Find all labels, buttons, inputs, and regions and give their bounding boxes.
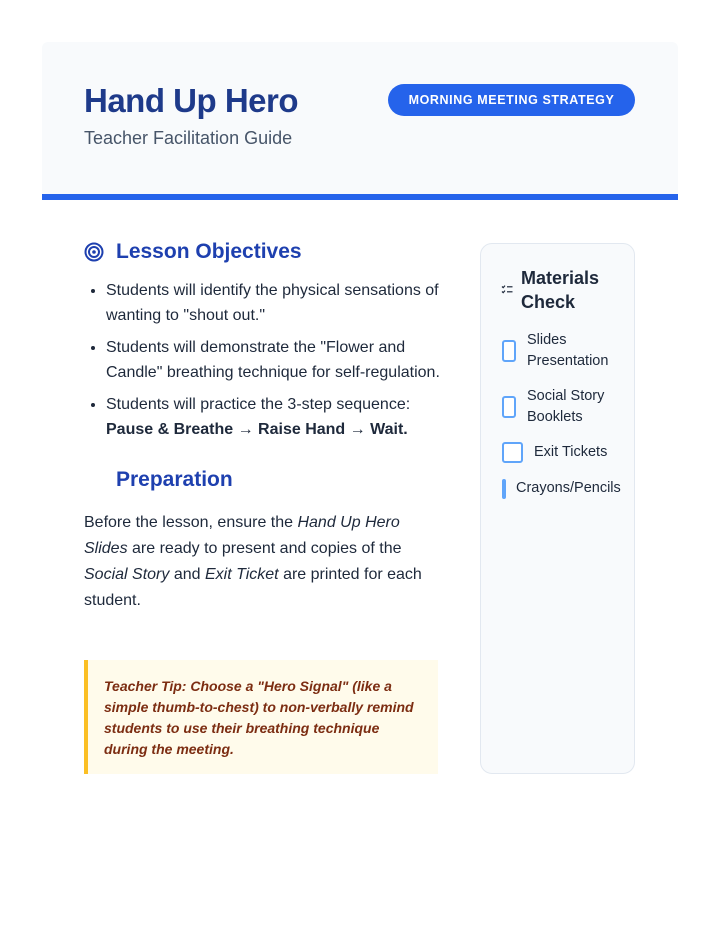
material-item[interactable]: [502, 478, 632, 499]
material-checkbox[interactable]: [502, 442, 523, 463]
prep-text-part: are ready to present and copies of the: [127, 540, 402, 557]
main-content: [84, 240, 444, 614]
list-item: [106, 392, 444, 442]
materials-sidebar: [480, 243, 635, 774]
list-item-text: Students will practice the 3-step sequence:: [106, 396, 411, 413]
objectives-list: [84, 278, 444, 442]
prep-text-part: Before the lesson, ensure the: [84, 514, 298, 531]
sequence-steps: Pause & Breathe → Raise Hand → Wait.: [106, 421, 408, 438]
preparation-text: [84, 510, 444, 614]
list-item: • Students will identify the physical sensations of wanting to "shout out.": [106, 278, 444, 328]
prep-social-story-title: Social Story: [84, 566, 170, 583]
material-item[interactable]: [502, 330, 617, 372]
prep-slides-title: Hand Up Hero Slides: [84, 514, 400, 557]
materials-title: Materials Check: [521, 268, 600, 312]
prep-exit-ticket-title: Exit Ticket: [204, 566, 279, 583]
strategy-badge: MORNING MEETING STRATEGY: [388, 84, 635, 116]
page-title: Hand Up Hero: [84, 82, 299, 119]
teacher-tip: Teacher Tip: Choose a "Hero Signal" (like a simple thumb-to-chest) to non-verbally remind students to use their breathing technique during the meeting.: [84, 660, 438, 774]
target-icon: [84, 242, 104, 262]
material-checkbox[interactable]: [502, 340, 516, 362]
material-label: Exit Tickets: [534, 444, 608, 460]
material-label: Slides Presentation: [527, 332, 609, 369]
checklist-icon: [501, 284, 513, 296]
page-subtitle: Teacher Facilitation Guide: [84, 128, 293, 148]
header-banner: [42, 42, 678, 200]
prep-text-part: are printed for each student.: [84, 566, 422, 609]
material-item[interactable]: [502, 442, 627, 463]
material-checkbox[interactable]: [502, 479, 506, 499]
objectives-heading: [84, 240, 444, 264]
preparation-heading: Preparation: [116, 468, 233, 491]
material-label: Crayons/Pencils: [516, 480, 621, 496]
materials-heading: [501, 266, 621, 314]
material-item[interactable]: [502, 386, 617, 428]
list-item: • Students will demonstrate the "Flower and Candle" breathing technique for self-regulation.: [106, 335, 444, 385]
material-label: Social Story Booklets: [527, 388, 605, 425]
material-checkbox[interactable]: [502, 396, 516, 418]
objectives-heading-label: Lesson Objectives: [116, 240, 302, 263]
prep-text-part: and: [169, 566, 205, 583]
